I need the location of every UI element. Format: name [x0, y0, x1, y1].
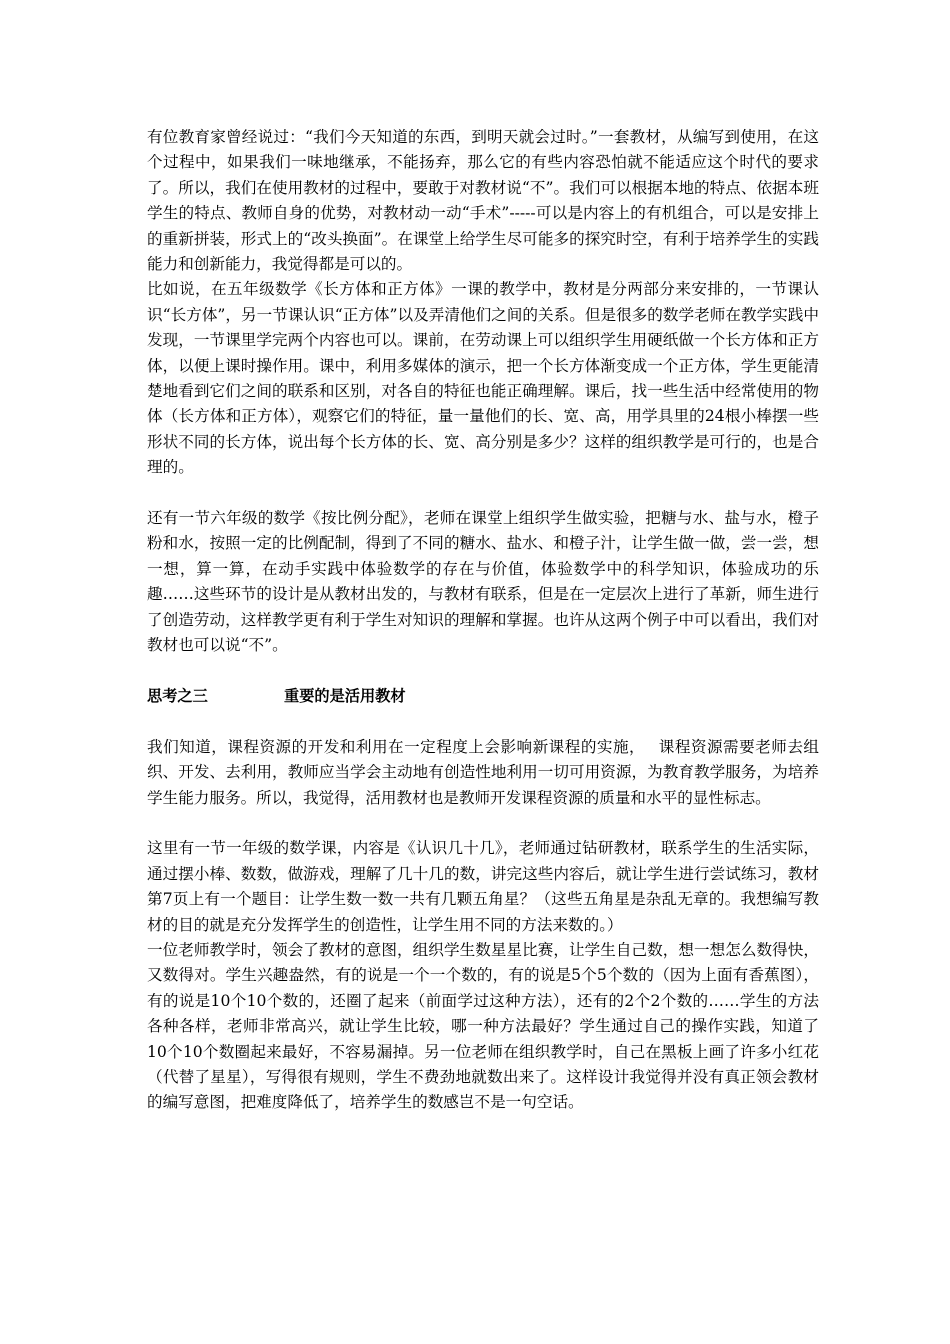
blank-line	[147, 659, 819, 684]
section-heading-title: 重要的是活用教材	[284, 686, 406, 705]
paragraph-curriculum-resources: 我们知道，课程资源的开发和利用在一定程度上会影响新课程的实施， 课程资源需要老师去组织、开发、去利用，教师应当学会主动地有创造性地利用一切可用资源，为教育教学服务，为培养学生能力服务。所以，我觉得，活用教材也是教师开发课程资源的质量和水平的显性标志。	[147, 737, 819, 807]
blank-line	[147, 481, 819, 506]
blank-line	[147, 811, 819, 836]
paragraph-grade-one-example: 这里有一节一年级的数学课，内容是《认识几十几》，老师通过钻研教材，联系学生的生活实际，通过摆小棒、数数，做游戏，理解了几十几的数，讲完这些内容后，就让学生进行尝试练习，教材第7页上有一个题目：让学生数一数一共有几颗五角星？（这些五角星是杂乱无章的。我想编写教材的目的就是充分发挥学生的创造性，让学生用不同的方法来数的。）	[147, 839, 819, 934]
blank-line	[147, 709, 819, 734]
paragraph-intro: 有位教育家曾经说过：“我们今天知道的东西，到明天就会过时。”一套教材，从编写到使用，在这个过程中，如果我们一味地继承，不能扬弃，那么它的有些内容恐怕就不能适应这个时代的要求了。所以，我们在使用教材的过程中，要敢于对教材说“不”。我们可以根据本地的特点、依据本班学生的特点、教师自身的优势，对教材动一动“手术”-----可以是内容上的有机组合，可以是安排上的重新拼装，形式上的“改头换面”。在课堂上给学生尽可能多的探究时空，有利于培养学生的实践能力和创新能力，我觉得都是可以的。	[147, 128, 819, 274]
document-body	[147, 125, 819, 1116]
paragraph-cuboid-example: 比如说，在五年级数学《长方体和正方体》一课的教学中，教材是分两部分来安排的，一节课认识“长方体”，另一节课认识“正方体”以及弄清他们之间的关系。但是很多的数学老师在教学实践中发现，一节课里学完两个内容也可以。课前，在劳动课上可以组织学生用硬纸做一个长方体和正方体，以便上课时操作用。课中，利用多媒体的演示，把一个长方体渐变成一个正方体，学生更能清楚地看到它们之间的联系和区别，对各自的特征也能正确理解。课后，找一些生活中经常使用的物体（长方体和正方体），观察它们的特征，量一量他们的长、宽、高，用学具里的24根小棒摆一些形状不同的长方体，说出每个长方体的长、宽、高分别是多少？这样的组织教学是可行的，也是合理的。	[147, 280, 819, 477]
section-heading-label: 思考之三	[147, 686, 208, 705]
paragraph-proportion-example: 还有一节六年级的数学《按比例分配》，老师在课堂上组织学生做实验，把糖与水、盐与水，橙子粉和水，按照一定的比例配制，得到了不同的糖水、盐水、和橙子汁，让学生做一做，尝一尝，想一想，算一算，在动手实践中体验数学的存在与价值，体验数学中的科学知识，体验成功的乐趣……这些环节的设计是从教材出发的，与教材有联系，但是在一定层次上进行了革新，师生进行了创造劳动，这样教学更有利于学生对知识的理解和掌握。也许从这两个例子中可以看出，我们对教材也可以说“不”。	[147, 509, 819, 655]
paragraph-star-counting: 一位老师教学时，领会了教材的意图，组织学生数星星比赛，让学生自己数，想一想怎么数得快，又数得对。学生兴趣盎然，有的说是一个一个数的，有的说是5个5个数的（因为上面有香蕉图），有的说是10个10个数的，还圈了起来（前面学过这种方法），还有的2个2个数的……学生的方法各种各样，老师非常高兴，就让学生比较，哪一种方法最好？学生通过自己的操作实践，知道了10个10个数圈起来最好，不容易漏掉。另一位老师在组织教学时，自己在黑板上画了许多小红花（代替了星星），写得很有规则，学生不费劲地就数出来了。这样设计我觉得并没有真正领会教材的编写意图，把难度降低了，培养学生的数感岂不是一句空话。	[147, 940, 819, 1112]
section-heading	[147, 684, 819, 709]
